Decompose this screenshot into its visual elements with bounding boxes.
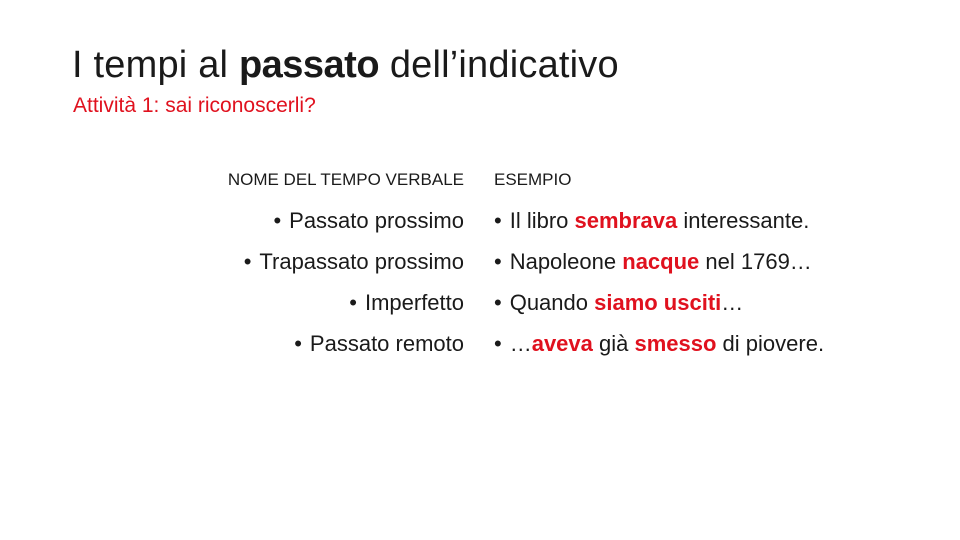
title-suffix: dell’indicativo	[379, 44, 619, 86]
title-prefix: I tempi al	[72, 44, 239, 86]
example-text: Napoleone	[509, 249, 623, 274]
example-text: già	[592, 331, 635, 356]
example-text: di piovere.	[716, 331, 825, 356]
bullet-icon: •	[494, 290, 502, 315]
highlighted-verb: siamo usciti	[594, 290, 722, 315]
example-item	[494, 323, 824, 364]
example-text: interessante.	[677, 208, 810, 233]
bullet-icon: •	[494, 331, 502, 356]
slide-title	[72, 44, 619, 87]
example-item	[494, 282, 824, 323]
bullet-icon: •	[494, 249, 502, 274]
tense-label: Trapassato prossimo	[259, 249, 464, 274]
tense-column-header: NOME DEL TEMPO VERBALE	[227, 170, 464, 189]
bullet-icon: •	[349, 290, 357, 315]
example-text: …	[509, 331, 532, 356]
tense-label: Imperfetto	[364, 290, 464, 315]
highlighted-verb: smesso	[634, 331, 717, 356]
example-text: Il libro	[509, 208, 575, 233]
highlighted-verb: nacque	[622, 249, 700, 274]
tense-item	[244, 200, 464, 241]
tense-item	[244, 323, 464, 364]
tense-label: Passato prossimo	[289, 208, 464, 233]
slide-subtitle: Attività 1: sai riconoscerli?	[73, 94, 316, 117]
example-text: …	[721, 290, 744, 315]
highlighted-verb: aveva	[531, 331, 593, 356]
example-text: Quando	[509, 290, 595, 315]
example-item	[494, 200, 824, 241]
tense-label: Passato remoto	[309, 331, 464, 356]
bullet-icon: •	[243, 249, 252, 274]
bullet-icon: •	[494, 208, 502, 233]
tense-item	[244, 241, 464, 282]
example-text: nel 1769…	[699, 249, 812, 274]
title-emphasis: passato	[238, 44, 380, 86]
tense-list	[244, 200, 464, 364]
bullet-icon: •	[273, 208, 282, 233]
example-item	[494, 241, 824, 282]
tense-item	[244, 282, 464, 323]
bullet-icon: •	[294, 331, 302, 356]
highlighted-verb: sembrava	[574, 208, 678, 233]
example-list	[494, 200, 824, 364]
example-column-header: ESEMPIO	[494, 170, 572, 189]
